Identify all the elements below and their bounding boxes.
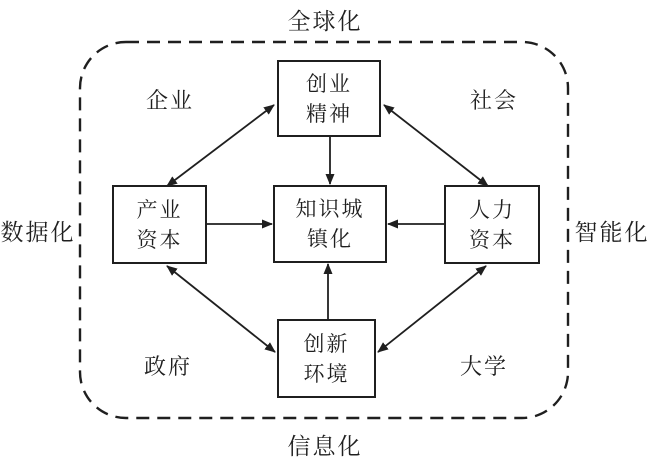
- arrow-entrepreneurship-human: [384, 105, 488, 186]
- label-intelligentization: 智能化: [574, 220, 650, 245]
- node-label: 资本: [136, 227, 183, 252]
- arrow-innovation-human: [378, 266, 486, 352]
- node-entrepreneurial-spirit: [277, 60, 381, 137]
- label-globalization: 全球化: [287, 9, 363, 34]
- node-label: 创业: [306, 71, 352, 96]
- label-dataization: 数据化: [0, 220, 76, 245]
- label-university: 大学: [459, 354, 508, 379]
- node-knowledge-urbanization: [273, 185, 387, 263]
- node-label: 精神: [306, 101, 352, 126]
- node-label: 创新: [303, 331, 350, 356]
- node-label: 环境: [303, 361, 350, 386]
- label-government: 政府: [143, 354, 192, 379]
- label-informatization: 信息化: [287, 434, 363, 459]
- node-human-capital: [444, 185, 540, 264]
- node-industrial-capital: [112, 185, 207, 264]
- arrow-industry-innovation: [167, 266, 275, 352]
- node-innovation-environment: [277, 319, 376, 398]
- node-label: 产业: [136, 197, 183, 222]
- label-enterprise: 企业: [145, 88, 194, 113]
- node-label: 知识城: [295, 197, 365, 221]
- node-label: 镇化: [307, 227, 353, 251]
- node-label: 资本: [469, 227, 515, 252]
- arrow-industry-entrepreneurship: [167, 105, 274, 186]
- node-label: 人力: [469, 197, 515, 222]
- label-society: 社会: [469, 88, 518, 113]
